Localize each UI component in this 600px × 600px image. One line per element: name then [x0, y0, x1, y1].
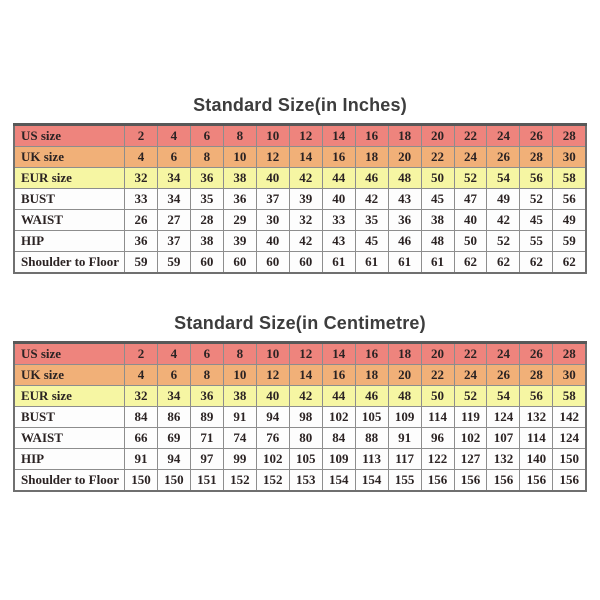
size-cell: 16	[355, 125, 388, 147]
size-cell: 45	[421, 189, 454, 210]
size-cell: 58	[553, 168, 586, 189]
size-cell: 22	[421, 147, 454, 168]
size-table-centimetre	[13, 341, 587, 492]
row-label: BUST	[14, 189, 125, 210]
size-cell: 59	[553, 231, 586, 252]
size-cell: 152	[223, 470, 256, 492]
size-cell: 60	[190, 252, 223, 274]
size-cell: 46	[388, 231, 421, 252]
size-cell: 14	[322, 343, 355, 365]
size-cell: 12	[256, 365, 289, 386]
size-cell: 60	[223, 252, 256, 274]
table-row-hip	[14, 231, 586, 252]
size-cell: 33	[322, 210, 355, 231]
row-label: UK size	[14, 365, 125, 386]
size-cell: 34	[157, 168, 190, 189]
size-cell: 36	[190, 168, 223, 189]
size-cell: 6	[157, 147, 190, 168]
table-row-shoulder-to-floor	[14, 470, 586, 492]
size-cell: 102	[256, 449, 289, 470]
size-cell: 150	[553, 449, 586, 470]
size-cell: 46	[355, 168, 388, 189]
size-cell: 50	[421, 168, 454, 189]
size-cell: 42	[487, 210, 520, 231]
size-cell: 10	[223, 147, 256, 168]
size-cell: 43	[388, 189, 421, 210]
size-cell: 60	[289, 252, 322, 274]
size-cell: 114	[520, 428, 553, 449]
chart-title-centimetre: Standard Size(in Centimetre)	[174, 313, 426, 333]
table-row-uk-size	[14, 365, 586, 386]
size-cell: 32	[125, 386, 158, 407]
table-row-waist	[14, 210, 586, 231]
size-cell: 42	[355, 189, 388, 210]
size-cell: 55	[520, 231, 553, 252]
size-cell: 2	[125, 343, 158, 365]
size-cell: 124	[487, 407, 520, 428]
row-label: Shoulder to Floor	[14, 252, 125, 274]
size-cell: 99	[223, 449, 256, 470]
size-cell: 14	[289, 365, 322, 386]
table-row-us-size	[14, 125, 586, 147]
size-cell: 24	[487, 125, 520, 147]
size-cell: 18	[355, 365, 388, 386]
size-cell: 26	[487, 147, 520, 168]
size-cell: 37	[256, 189, 289, 210]
size-cell: 20	[388, 147, 421, 168]
size-cell: 42	[289, 386, 322, 407]
size-cell: 27	[157, 210, 190, 231]
size-cell: 45	[355, 231, 388, 252]
size-cell: 12	[256, 147, 289, 168]
size-cell: 105	[355, 407, 388, 428]
table-row-us-size	[14, 343, 586, 365]
row-label: Shoulder to Floor	[14, 470, 125, 492]
size-cell: 88	[355, 428, 388, 449]
size-cell: 140	[520, 449, 553, 470]
table-row-bust	[14, 189, 586, 210]
size-cell: 44	[322, 386, 355, 407]
size-cell: 49	[553, 210, 586, 231]
size-cell: 48	[388, 386, 421, 407]
size-cell: 28	[520, 147, 553, 168]
size-cell: 113	[355, 449, 388, 470]
size-cell: 20	[421, 125, 454, 147]
size-cell: 155	[388, 470, 421, 492]
size-cell: 52	[454, 168, 487, 189]
table-row-eur-size	[14, 386, 586, 407]
size-cell: 59	[125, 252, 158, 274]
size-cell: 4	[125, 147, 158, 168]
size-cell: 30	[553, 147, 586, 168]
size-cell: 91	[388, 428, 421, 449]
size-cell: 24	[487, 343, 520, 365]
size-chart-section-inches	[0, 95, 600, 274]
size-cell: 38	[190, 231, 223, 252]
size-cell: 32	[125, 168, 158, 189]
size-cell: 52	[454, 386, 487, 407]
size-cell: 4	[157, 125, 190, 147]
size-cell: 153	[289, 470, 322, 492]
size-cell: 124	[553, 428, 586, 449]
chart-title-inches: Standard Size(in Inches)	[193, 95, 407, 115]
size-cell: 132	[520, 407, 553, 428]
row-label: BUST	[14, 407, 125, 428]
size-cell: 42	[289, 168, 322, 189]
size-cell: 26	[520, 343, 553, 365]
size-cell: 26	[487, 365, 520, 386]
size-cell: 42	[289, 231, 322, 252]
size-cell: 16	[322, 365, 355, 386]
size-cell: 28	[553, 125, 586, 147]
size-cell: 48	[421, 231, 454, 252]
row-label: WAIST	[14, 428, 125, 449]
size-cell: 76	[256, 428, 289, 449]
table-row-hip	[14, 449, 586, 470]
size-cell: 97	[190, 449, 223, 470]
size-cell: 6	[190, 125, 223, 147]
size-cell: 109	[322, 449, 355, 470]
size-cell: 32	[289, 210, 322, 231]
size-cell: 8	[223, 343, 256, 365]
size-cell: 20	[421, 343, 454, 365]
size-cell: 62	[553, 252, 586, 274]
size-cell: 102	[322, 407, 355, 428]
row-label: WAIST	[14, 210, 125, 231]
table-row-uk-size	[14, 147, 586, 168]
size-cell: 18	[388, 343, 421, 365]
size-cell: 35	[190, 189, 223, 210]
size-cell: 40	[454, 210, 487, 231]
size-cell: 122	[421, 449, 454, 470]
size-cell: 66	[125, 428, 158, 449]
size-cell: 84	[125, 407, 158, 428]
size-cell: 107	[487, 428, 520, 449]
size-cell: 127	[454, 449, 487, 470]
size-cell: 94	[157, 449, 190, 470]
size-cell: 28	[553, 343, 586, 365]
row-label: HIP	[14, 231, 125, 252]
size-cell: 54	[487, 168, 520, 189]
size-table-centimetre-body	[14, 343, 586, 492]
size-cell: 40	[256, 231, 289, 252]
size-cell: 2	[125, 125, 158, 147]
size-cell: 61	[322, 252, 355, 274]
size-cell: 30	[553, 365, 586, 386]
size-cell: 62	[454, 252, 487, 274]
size-cell: 98	[289, 407, 322, 428]
size-cell: 105	[289, 449, 322, 470]
size-cell: 39	[223, 231, 256, 252]
size-cell: 61	[388, 252, 421, 274]
size-cell: 47	[454, 189, 487, 210]
size-cell: 74	[223, 428, 256, 449]
size-cell: 37	[157, 231, 190, 252]
size-cell: 38	[421, 210, 454, 231]
size-cell: 54	[487, 386, 520, 407]
size-cell: 22	[454, 125, 487, 147]
size-cell: 33	[125, 189, 158, 210]
size-table-inches	[13, 123, 587, 274]
size-cell: 91	[223, 407, 256, 428]
table-row-bust	[14, 407, 586, 428]
size-cell: 6	[157, 365, 190, 386]
size-cell: 102	[454, 428, 487, 449]
size-cell: 22	[454, 343, 487, 365]
size-cell: 91	[125, 449, 158, 470]
size-cell: 16	[322, 147, 355, 168]
row-label: HIP	[14, 449, 125, 470]
size-cell: 45	[520, 210, 553, 231]
row-label: US size	[14, 343, 125, 365]
size-cell: 12	[289, 343, 322, 365]
size-cell: 52	[520, 189, 553, 210]
size-cell: 8	[190, 147, 223, 168]
size-cell: 22	[421, 365, 454, 386]
size-cell: 40	[256, 386, 289, 407]
size-cell: 132	[487, 449, 520, 470]
table-row-waist	[14, 428, 586, 449]
size-cell: 60	[256, 252, 289, 274]
size-cell: 48	[388, 168, 421, 189]
size-cell: 96	[421, 428, 454, 449]
size-cell: 150	[125, 470, 158, 492]
row-label: EUR size	[14, 386, 125, 407]
size-cell: 34	[157, 189, 190, 210]
size-cell: 18	[355, 147, 388, 168]
size-cell: 38	[223, 168, 256, 189]
size-cell: 156	[520, 470, 553, 492]
size-cell: 56	[553, 189, 586, 210]
size-cell: 18	[388, 125, 421, 147]
size-cell: 154	[322, 470, 355, 492]
size-cell: 86	[157, 407, 190, 428]
size-cell: 52	[487, 231, 520, 252]
size-cell: 35	[355, 210, 388, 231]
size-cell: 16	[355, 343, 388, 365]
size-cell: 43	[322, 231, 355, 252]
size-cell: 24	[454, 365, 487, 386]
size-cell: 40	[322, 189, 355, 210]
size-cell: 156	[421, 470, 454, 492]
size-cell: 4	[125, 365, 158, 386]
size-cell: 58	[553, 386, 586, 407]
size-cell: 119	[454, 407, 487, 428]
size-cell: 4	[157, 343, 190, 365]
size-cell: 24	[454, 147, 487, 168]
size-cell: 142	[553, 407, 586, 428]
size-cell: 49	[487, 189, 520, 210]
size-cell: 61	[355, 252, 388, 274]
size-cell: 28	[520, 365, 553, 386]
size-cell: 14	[289, 147, 322, 168]
size-cell: 151	[190, 470, 223, 492]
size-cell: 8	[223, 125, 256, 147]
size-cell: 117	[388, 449, 421, 470]
size-cell: 39	[289, 189, 322, 210]
size-cell: 20	[388, 365, 421, 386]
row-label: EUR size	[14, 168, 125, 189]
row-label: US size	[14, 125, 125, 147]
table-row-eur-size	[14, 168, 586, 189]
size-cell: 26	[520, 125, 553, 147]
size-cell: 152	[256, 470, 289, 492]
size-cell: 36	[388, 210, 421, 231]
size-cell: 114	[421, 407, 454, 428]
size-cell: 26	[125, 210, 158, 231]
size-cell: 50	[454, 231, 487, 252]
size-cell: 89	[190, 407, 223, 428]
size-cell: 29	[223, 210, 256, 231]
size-cell: 109	[388, 407, 421, 428]
size-chart-section-centimetre	[0, 313, 600, 492]
size-cell: 44	[322, 168, 355, 189]
size-cell: 30	[256, 210, 289, 231]
size-cell: 38	[223, 386, 256, 407]
size-cell: 156	[553, 470, 586, 492]
size-cell: 61	[421, 252, 454, 274]
size-cell: 10	[256, 125, 289, 147]
size-cell: 40	[256, 168, 289, 189]
size-cell: 71	[190, 428, 223, 449]
size-cell: 59	[157, 252, 190, 274]
size-cell: 80	[289, 428, 322, 449]
size-cell: 154	[355, 470, 388, 492]
size-table-inches-body	[14, 125, 586, 274]
row-label: UK size	[14, 147, 125, 168]
size-cell: 150	[157, 470, 190, 492]
size-cell: 50	[421, 386, 454, 407]
size-cell: 56	[520, 168, 553, 189]
size-cell: 36	[223, 189, 256, 210]
size-cell: 6	[190, 343, 223, 365]
size-cell: 8	[190, 365, 223, 386]
size-cell: 56	[520, 386, 553, 407]
size-cell: 156	[487, 470, 520, 492]
size-cell: 84	[322, 428, 355, 449]
size-cell: 10	[223, 365, 256, 386]
size-cell: 69	[157, 428, 190, 449]
size-cell: 10	[256, 343, 289, 365]
size-cell: 156	[454, 470, 487, 492]
size-cell: 62	[487, 252, 520, 274]
size-cell: 36	[190, 386, 223, 407]
size-cell: 36	[125, 231, 158, 252]
size-cell: 46	[355, 386, 388, 407]
size-cell: 34	[157, 386, 190, 407]
size-cell: 12	[289, 125, 322, 147]
size-cell: 14	[322, 125, 355, 147]
size-cell: 28	[190, 210, 223, 231]
table-row-shoulder-to-floor	[14, 252, 586, 274]
size-cell: 94	[256, 407, 289, 428]
size-cell: 62	[520, 252, 553, 274]
